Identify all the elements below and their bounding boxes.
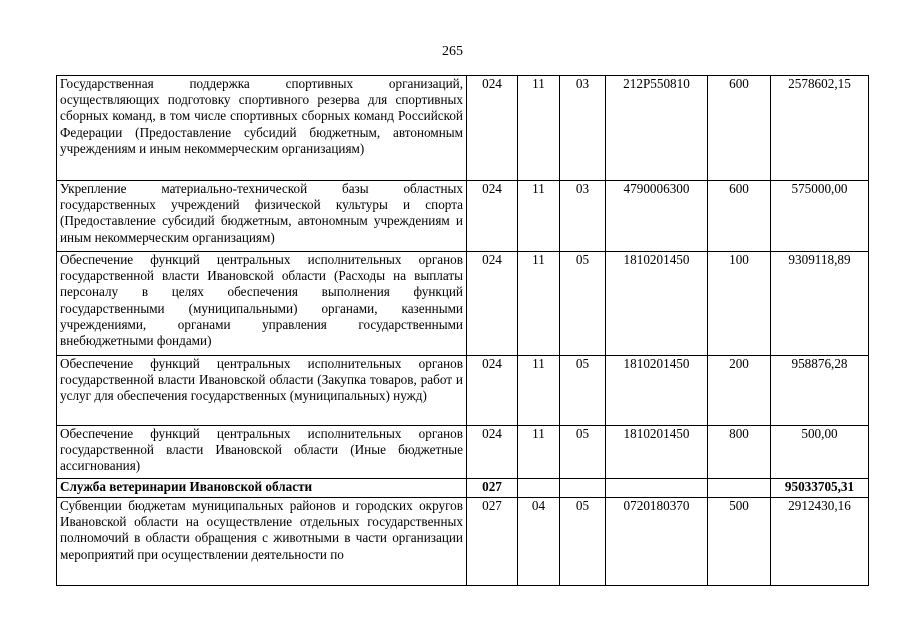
row-subsection-code: 05 <box>560 426 606 479</box>
row-ministry-code: 024 <box>467 181 518 252</box>
table-row <box>57 252 869 356</box>
table-row <box>57 181 869 252</box>
row-target-code: 1810201450 <box>606 356 708 426</box>
table-row <box>57 498 869 586</box>
row-section-code <box>518 479 560 498</box>
row-section-code: 11 <box>518 181 560 252</box>
row-section-code: 11 <box>518 252 560 356</box>
row-expense-type: 100 <box>708 252 771 356</box>
row-section-code: 11 <box>518 356 560 426</box>
row-ministry-code: 024 <box>467 76 518 181</box>
table-row-section-header <box>57 479 869 498</box>
row-expense-type: 200 <box>708 356 771 426</box>
row-name: Обеспечение функций центральных исполнительных органов государственной власти Ивановской области (Расходы на выплаты персоналу в целях обеспечения выполнения функций государственными (муниципальными) органами, казенными учреждениями, органами управления государственными внебюджетными фондами) <box>57 252 467 356</box>
row-target-code <box>606 479 708 498</box>
row-ministry-code: 024 <box>467 252 518 356</box>
table-row <box>57 76 869 181</box>
row-ministry-code: 024 <box>467 356 518 426</box>
row-name: Обеспечение функций центральных исполнительных органов государственной власти Ивановской области (Иные бюджетные ассигнования) <box>57 426 467 479</box>
row-amount: 958876,28 <box>771 356 869 426</box>
row-target-code: 1810201450 <box>606 426 708 479</box>
page-number: 265 <box>442 44 463 59</box>
row-amount: 95033705,31 <box>771 479 869 498</box>
budget-table <box>56 75 869 586</box>
row-section-code: 04 <box>518 498 560 586</box>
row-expense-type: 500 <box>708 498 771 586</box>
row-ministry-code: 027 <box>467 479 518 498</box>
row-amount: 2578602,15 <box>771 76 869 181</box>
row-expense-type: 600 <box>708 76 771 181</box>
row-name: Служба ветеринарии Ивановской области <box>57 479 467 498</box>
row-target-code: 0720180370 <box>606 498 708 586</box>
table-row <box>57 356 869 426</box>
row-subsection-code: 03 <box>560 181 606 252</box>
row-target-code: 1810201450 <box>606 252 708 356</box>
row-amount: 2912430,16 <box>771 498 869 586</box>
row-ministry-code: 024 <box>467 426 518 479</box>
row-subsection-code: 03 <box>560 76 606 181</box>
row-expense-type: 800 <box>708 426 771 479</box>
row-target-code: 4790006300 <box>606 181 708 252</box>
row-subsection-code: 05 <box>560 252 606 356</box>
row-subsection-code <box>560 479 606 498</box>
row-amount: 575000,00 <box>771 181 869 252</box>
row-section-code: 11 <box>518 426 560 479</box>
row-section-code: 11 <box>518 76 560 181</box>
row-name: Государственная поддержка спортивных организаций, осуществляющих подготовку спортивного резерва для спортивных сборных команд, в том числе спортивных сборных команд Российской Федерации (Предоставление субсидий бюджетным, автономным учреждениям и иным некоммерческим организациям) <box>57 76 467 181</box>
row-expense-type: 600 <box>708 181 771 252</box>
row-subsection-code: 05 <box>560 356 606 426</box>
row-expense-type <box>708 479 771 498</box>
row-ministry-code: 027 <box>467 498 518 586</box>
row-subsection-code: 05 <box>560 498 606 586</box>
row-amount: 9309118,89 <box>771 252 869 356</box>
row-amount: 500,00 <box>771 426 869 479</box>
table-row <box>57 426 869 479</box>
row-name: Субвенции бюджетам муниципальных районов и городских округов Ивановской области на осуществление отдельных государственных полномочий в области обращения с животными в части организации мероприятий при осуществлении деятельности по <box>57 498 467 586</box>
row-name: Укрепление материально-технической базы областных государственных учреждений физической культуры и спорта (Предоставление субсидий бюджетным, автономным учреждениям и иным некоммерческим организациям) <box>57 181 467 252</box>
row-name: Обеспечение функций центральных исполнительных органов государственной власти Ивановской области (Закупка товаров, работ и услуг для обеспечения государственных (муниципальных) нужд) <box>57 356 467 426</box>
row-target-code: 212P550810 <box>606 76 708 181</box>
